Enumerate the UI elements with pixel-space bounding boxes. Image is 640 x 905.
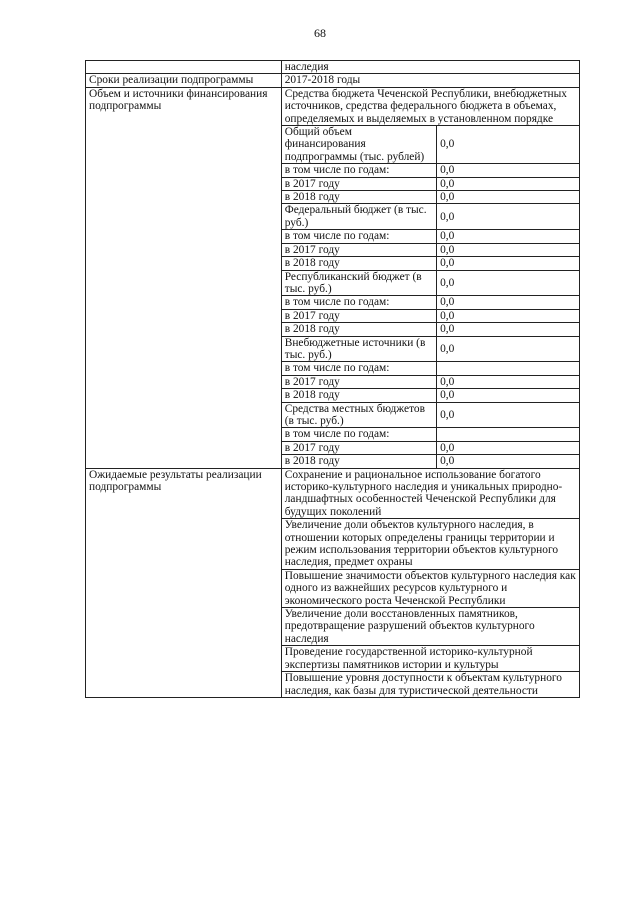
financing-row-value [437,428,580,441]
financing-row-label: Республиканский бюджет (в тыс. руб.) [281,270,436,296]
results-label: Ожидаемые результаты реализации подпрограммы [86,468,282,697]
financing-row-value: 0,0 [437,164,580,177]
financing-row-value: 0,0 [437,270,580,296]
financing-row-label: в том числе по годам: [281,164,436,177]
financing-row-label: в 2017 году [281,243,436,256]
empty-cell [86,61,282,74]
financing-row-label: в 2018 году [281,455,436,468]
financing-row-value: 0,0 [437,257,580,270]
financing-row-label: Средства местных бюджетов (в тыс. руб.) [281,402,436,428]
financing-row-label: в том числе по годам: [281,230,436,243]
result-item: Увеличение доли восстановленных памятников, предотвращение разрушений объектов культурного наследия [281,608,579,646]
financing-row-value: 0,0 [437,455,580,468]
financing-row-label: в 2017 году [281,441,436,454]
terms-label: Сроки реализации подпрограммы [86,74,282,87]
financing-row-value: 0,0 [437,389,580,402]
financing-row-label: в 2017 году [281,309,436,322]
financing-row-value: 0,0 [437,191,580,204]
financing-row-label: в 2018 году [281,191,436,204]
continuation-row [86,61,580,74]
financing-row-value: 0,0 [437,243,580,256]
financing-row-value: 0,0 [437,296,580,309]
financing-row-label: Федеральный бюджет (в тыс. руб.) [281,204,436,230]
financing-row-value [437,362,580,375]
financing-row-label: в том числе по годам: [281,362,436,375]
financing-label: Объем и источники финансирования подпрограммы [86,87,282,468]
financing-row-value: 0,0 [437,336,580,362]
financing-row-label: в том числе по годам: [281,296,436,309]
financing-row-label: Общий объем финансирования подпрограммы (тыс. рублей) [281,126,436,164]
terms-value: 2017-2018 годы [281,74,579,87]
financing-row-label: в 2017 году [281,177,436,190]
financing-row-value: 0,0 [437,204,580,230]
result-item: Повышение уровня доступности к объектам культурного наследия, как базы для туристической деятельности [281,672,579,698]
financing-row-label: в 2018 году [281,257,436,270]
financing-row-value: 0,0 [437,441,580,454]
page-number: 68 [314,26,326,40]
terms-row [86,74,580,87]
financing-row-value: 0,0 [437,126,580,164]
financing-row-value: 0,0 [437,323,580,336]
result-row [86,468,580,519]
financing-row-label: в том числе по годам: [281,428,436,441]
result-item: Увеличение доли объектов культурного наследия, в отношении которых определены границы территории и режим использования территории объектов культурного наследия, предмет охраны [281,519,579,570]
financing-row-value: 0,0 [437,309,580,322]
financing-row-label: в 2017 году [281,375,436,388]
financing-row-label: в 2018 году [281,323,436,336]
financing-row-value: 0,0 [437,375,580,388]
result-item: Повышение значимости объектов культурного наследия как одного из важнейших ресурсов культурного и экономического роста Чеченской Республики [281,569,579,607]
result-item: Сохранение и рациональное использование богатого историко-культурного наследия и уникальных природно-ландшафтных особенностей Чеченской Республики для будущих поколений [281,468,579,519]
financing-row-value: 0,0 [437,402,580,428]
financing-row-label: в 2018 году [281,389,436,402]
result-item: Проведение государственной историко-культурной экспертизы памятников истории и культуры [281,646,579,672]
financing-description-row [86,87,580,125]
financing-row-value: 0,0 [437,177,580,190]
continuation-text: наследия [281,61,579,74]
passport-table [85,60,580,698]
financing-description: Средства бюджета Чеченской Республики, внебюджетных источников, средства федерального бюджета в объемах, определяемых и выделяемых в установленном порядке [281,87,579,125]
financing-row-label: Внебюджетные источники (в тыс. руб.) [281,336,436,362]
financing-row-value: 0,0 [437,230,580,243]
